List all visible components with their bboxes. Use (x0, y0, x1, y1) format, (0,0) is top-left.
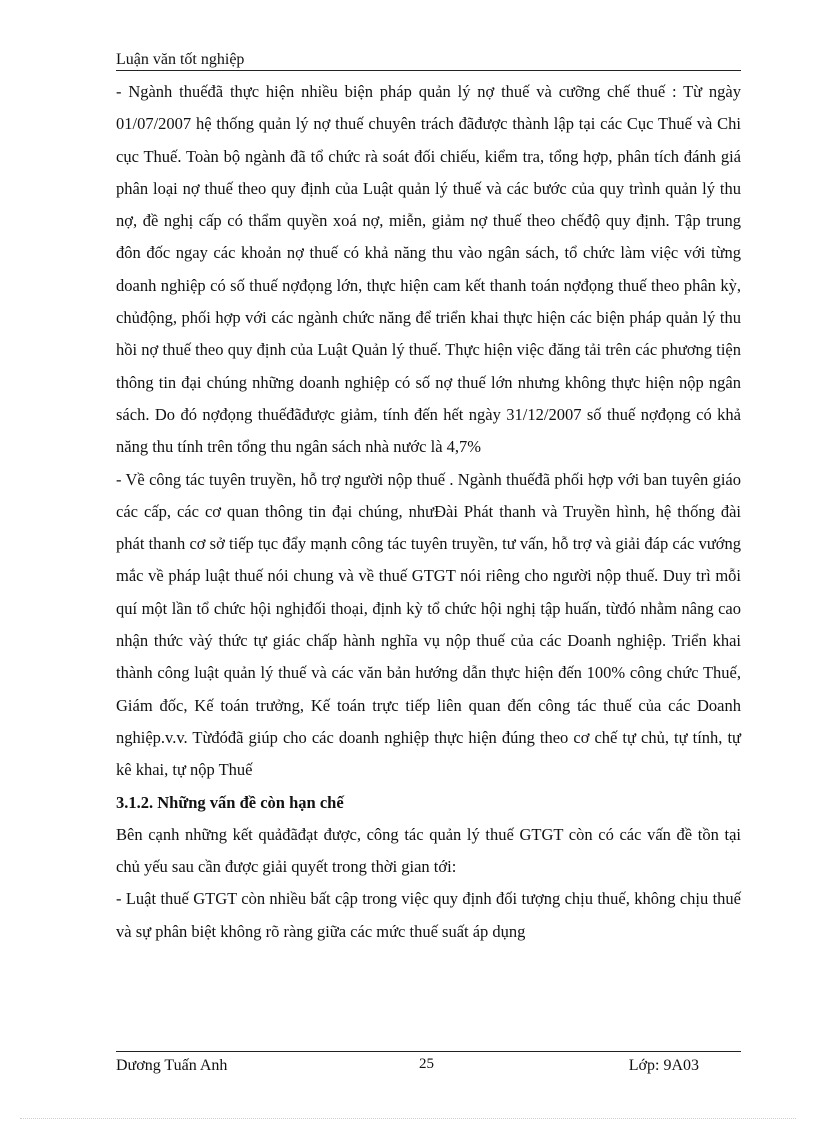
page-header (116, 50, 741, 70)
paragraph-taxpayer-support: - Về công tác tuyên truyền, hỗ trợ người nộp thuế . Ngành thuếđã phối hợp với ban tuyên giáo các cấp, các cơ quan thông tin đại chúng, nhưĐài Phát thanh và Truyền hình, hệ thống đài phát thanh cơ sở tiếp tục đẩy mạnh công tác tuyên truyền, tư vấn, hỗ trợ và giải đáp các vướng mắc về pháp luật thuế nói chung và về thuế GTGT nói riêng cho người nộp thuế. Duy trì mỗi quí một lần tổ chức hội nghịđối thoại, định kỳ tổ chức hội nghị tập huấn, từđó nhằm nâng cao nhận thức vàý thức tự giác chấp hành nghĩa vụ nộp thuế của các Doanh nghiệp. Triển khai thành công luật quản lý thuế và các văn bản hướng dẫn thực hiện đến 100% công chức Thuế, Giám đốc, Kế toán trưởng, Kế toán trực tiếp liên quan đến công tác thuế của các Doanh nghiệp.v.v. Từđóđã giúp cho các doanh nghiệp thực hiện đúng theo cơ chế tự chủ, tự tính, tự kê khai, tự nộp Thuế (116, 469, 741, 780)
paragraph-limitations-intro: Bên cạnh những kết quảđãđạt được, công tác quản lý thuế GTGT còn có các vấn đề tồn tại chủ yếu sau cần được giải quyết trong thời gian tới: (116, 824, 741, 877)
footer-divider (116, 1051, 741, 1052)
section-heading: 3.1.2. Những vấn đề còn hạn chế (116, 792, 344, 812)
footer-author: Dương Tuấn Anh (116, 1057, 228, 1074)
header-title: Luận văn tốt nghiệp (116, 51, 245, 68)
paragraph-vat-law-issues: - Luật thuế GTGT còn nhiều bất cập trong việc quy định đối tượng chịu thuế, không chịu thuế và sự phân biệt không rõ ràng giữa các mức thuế suất áp dụng (116, 889, 741, 941)
paragraph-debt-management: - Ngành thuếđã thực hiện nhiều biện pháp quản lý nợ thuế và cưỡng chế thuế : Từ ngày 01/07/2007 hệ thống quản lý nợ thuế chuyên trách đãđược thành lập tại các Cục Thuế và Chi cục Thuế. Toàn bộ ngành đã tổ chức rà soát đối chiếu, kiểm tra, tổng hợp, phân tích đánh giá phân loại nợ thuế theo quy định của Luật quản lý thuế và các bước của quy trình quản lý thu nợ, đề nghị cấp có thẩm quyền xoá nợ, miễn, giảm nợ thuế theo chếđộ quy định. Tập trung đôn đốc ngay các khoản nợ thuế có khả năng thu vào ngân sách, tổ chức làm việc với từng doanh nghiệp có số thuế nợđọng lớn, thực hiện cam kết thanh toán nợđọng thuế theo phân kỳ, chủđộng, phối hợp với các ngành chức năng để triển khai thực hiện các biện pháp quản lý thu hồi nợ thuế theo quy định của Luật Quản lý thuế. Thực hiện việc đăng tải trên các phương tiện thông tin đại chúng những doanh nghiệp có số nợ thuế lớn nhưng không thực hiện nộp ngân sách. Do đó nợđọng thuếđãđược giảm, tính đến hết ngày 31/12/2007 số thuế nợđọng có khả năng thu tính trên tổng thu ngân sách nhà nước là 4,7% (116, 82, 741, 457)
page-number: 25 (419, 1056, 434, 1072)
footer-class: Lớp: 9A03 (628, 1057, 699, 1074)
body-text (116, 76, 741, 948)
page-footer (116, 1054, 741, 1076)
header-divider (116, 70, 741, 71)
page-bottom-border (20, 1118, 796, 1119)
